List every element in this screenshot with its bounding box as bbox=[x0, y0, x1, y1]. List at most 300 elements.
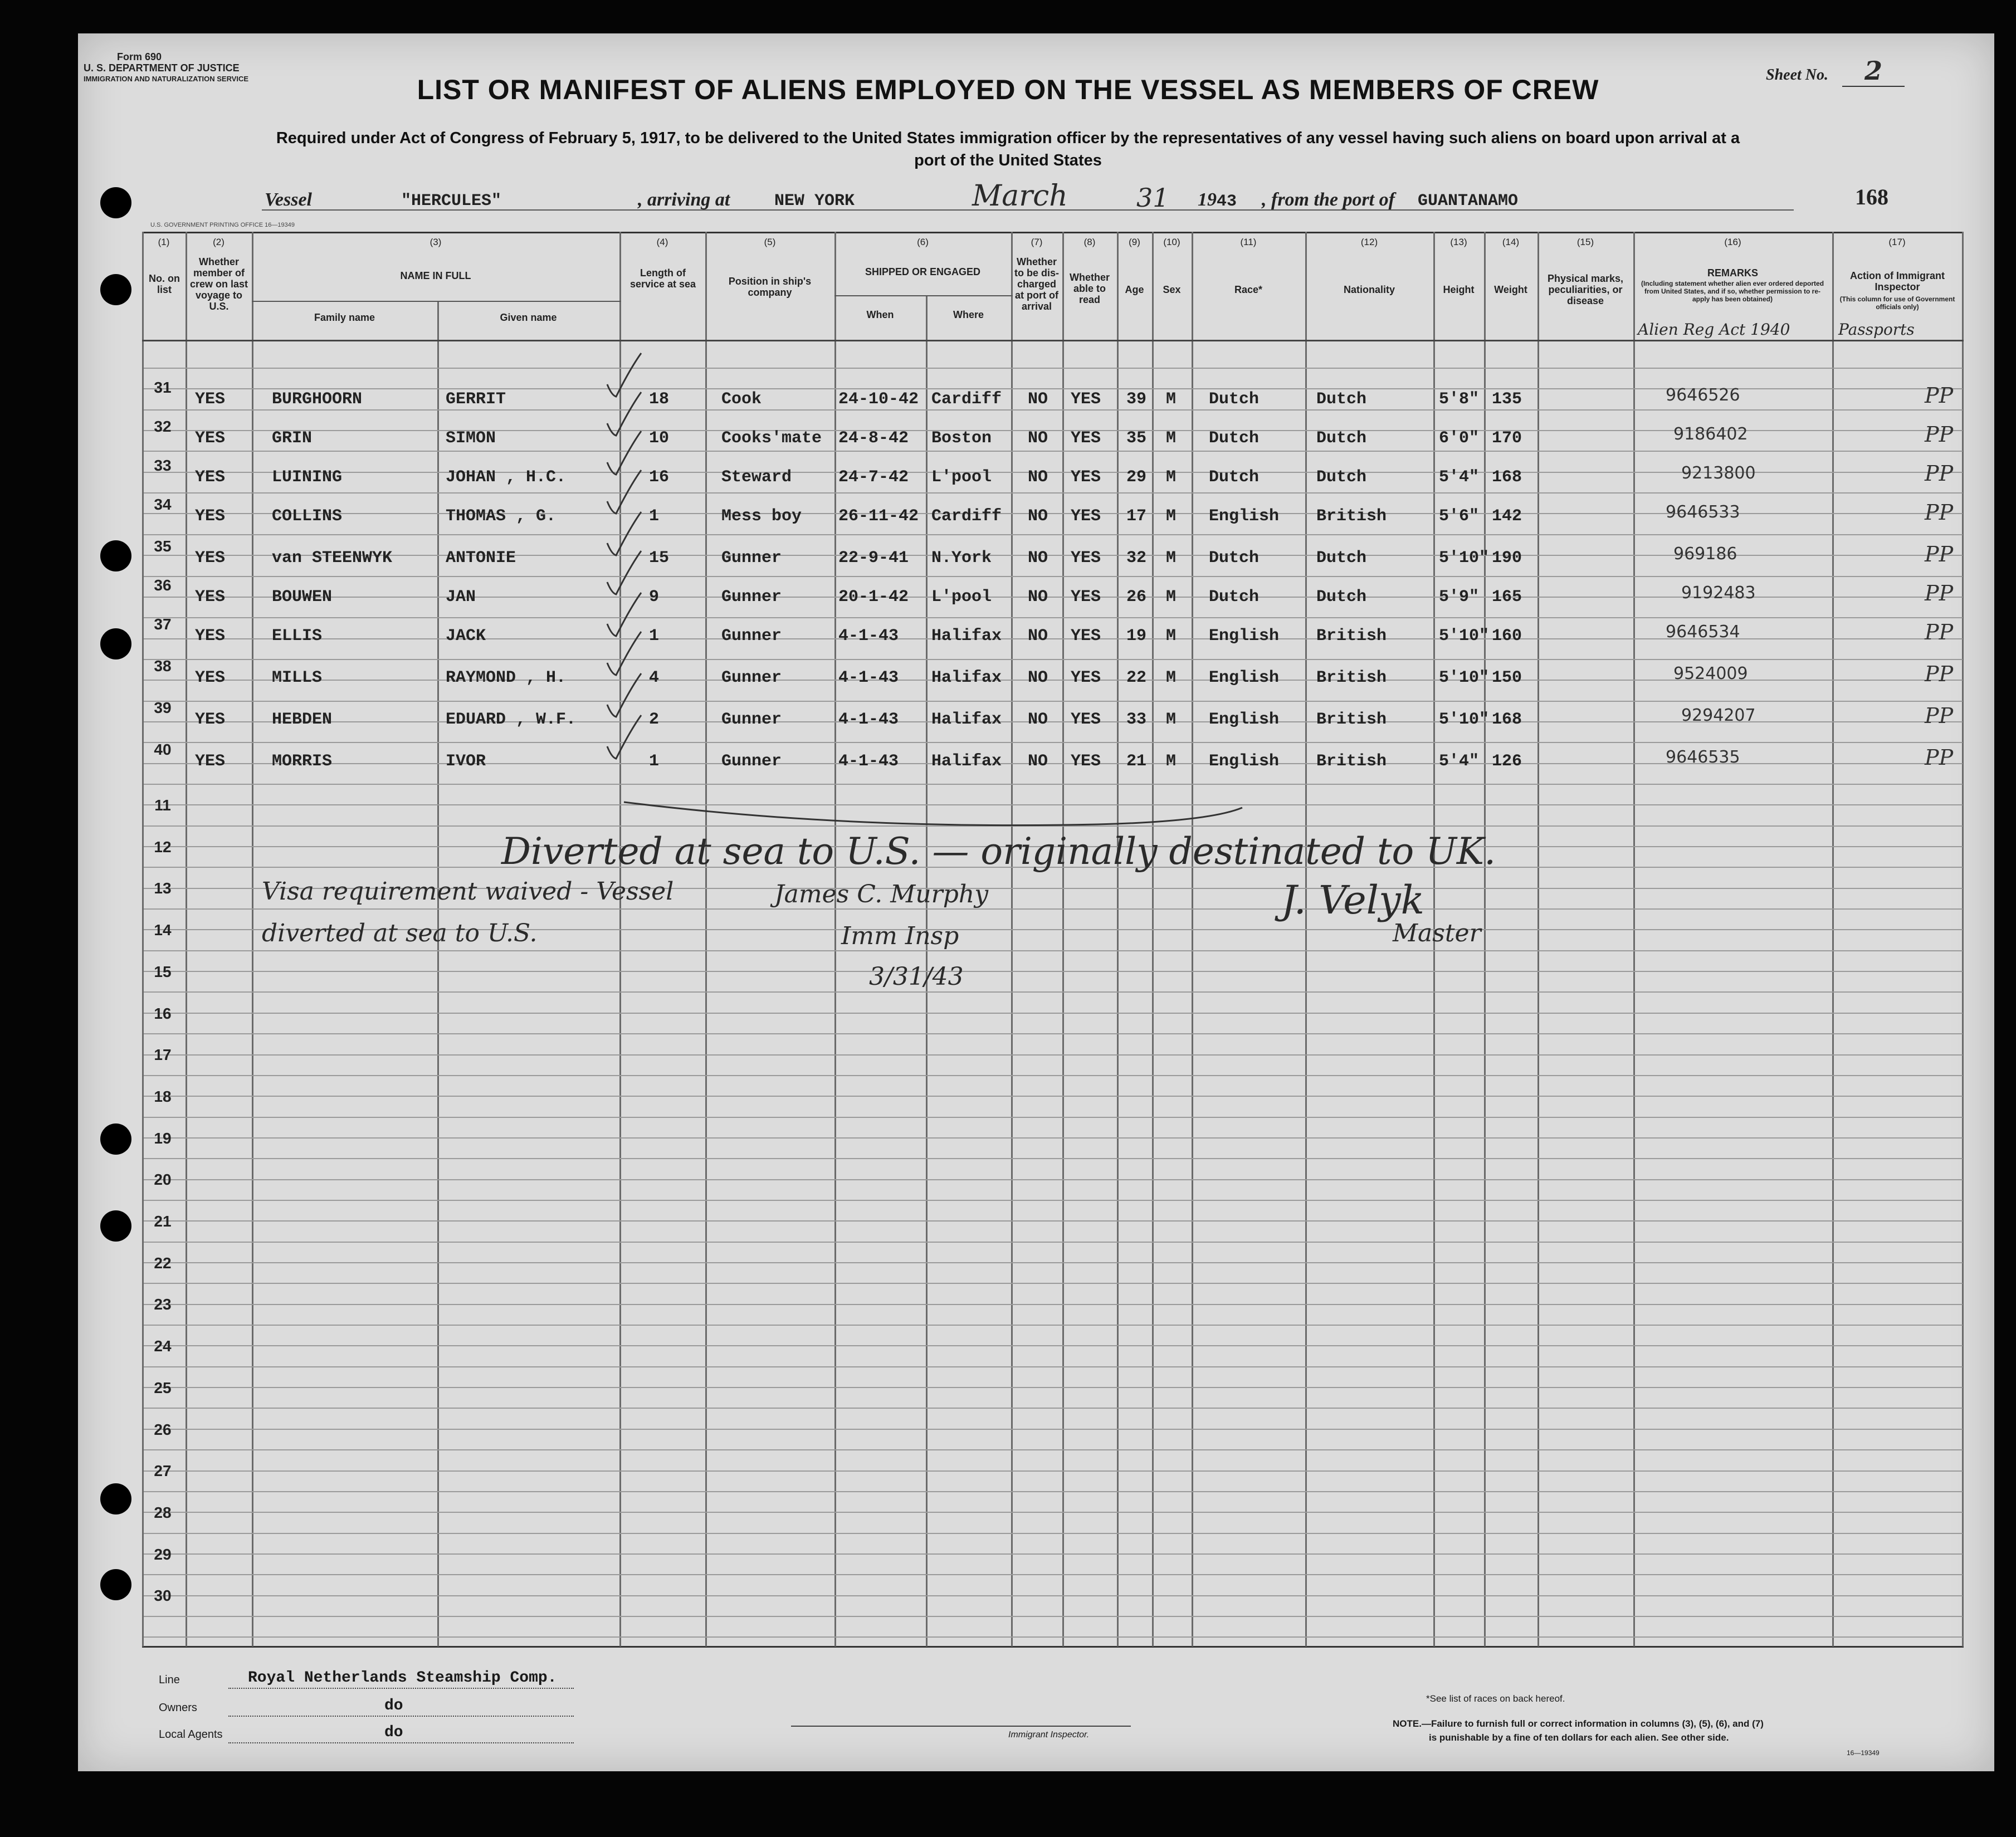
cell-remark-handwritten: 9213800 bbox=[1681, 463, 1756, 483]
header-height: Height bbox=[1443, 284, 1475, 295]
bracket-mark bbox=[624, 802, 1242, 825]
cell-shipped-where: Boston bbox=[931, 429, 992, 448]
ruled-line bbox=[144, 1054, 1963, 1056]
empty-row-number: 22 bbox=[154, 1254, 172, 1272]
ruled-line bbox=[144, 1158, 1963, 1159]
cell-nationality: British bbox=[1316, 710, 1387, 729]
column-rule bbox=[142, 232, 144, 1647]
ruled-line bbox=[144, 1616, 1963, 1617]
header-when: When bbox=[866, 309, 894, 320]
cell-family-name: MILLS bbox=[272, 668, 323, 687]
ruled-line bbox=[144, 1033, 1963, 1034]
col-number: (12) bbox=[1360, 237, 1378, 247]
col-number: (11) bbox=[1240, 237, 1257, 247]
ruled-line bbox=[144, 1304, 1963, 1305]
cell-given-name: THOMAS , G. bbox=[446, 507, 557, 526]
cell-given-name: EDUARD , W.F. bbox=[446, 710, 577, 729]
cell-nationality: Dutch bbox=[1316, 390, 1367, 409]
cell-discharged: NO bbox=[1028, 752, 1048, 771]
cell-height: 5'10" bbox=[1439, 668, 1490, 687]
cell-able-to-read: YES bbox=[1071, 507, 1101, 526]
header-nationality: Nationality bbox=[1343, 284, 1395, 295]
ruled-line bbox=[144, 971, 1963, 972]
ruled-line bbox=[144, 1429, 1963, 1430]
column-rule bbox=[1962, 232, 1964, 1647]
inspector-date: 3/31/43 bbox=[869, 963, 964, 991]
cell-race: English bbox=[1209, 752, 1280, 771]
empty-row-number: 16 bbox=[154, 1005, 172, 1022]
ruled-line bbox=[144, 1366, 1963, 1367]
col-number: (9) bbox=[1129, 237, 1140, 247]
cell-service-length: 1 bbox=[649, 752, 660, 771]
cell-remark-handwritten: 9646526 bbox=[1666, 385, 1740, 405]
shipped-sub-rule bbox=[834, 295, 1013, 296]
cell-weight: 126 bbox=[1492, 752, 1522, 771]
year-prefix: 19 bbox=[1198, 189, 1217, 210]
cell-discharged: NO bbox=[1028, 588, 1048, 607]
cell-prev-voyage: YES bbox=[195, 549, 226, 568]
penalty-note-line-1: NOTE.—Failure to furnish full or correct information in columns (3), (5), (6), and (7) bbox=[1393, 1718, 1764, 1729]
cell-prev-voyage: YES bbox=[195, 468, 226, 487]
cell-nationality: Dutch bbox=[1316, 549, 1367, 568]
col-number: (10) bbox=[1163, 237, 1180, 247]
cell-shipped-when: 22-9-41 bbox=[838, 549, 909, 568]
cell-inspector-action: PP bbox=[1925, 500, 1954, 525]
line-underline bbox=[228, 1688, 574, 1689]
cell-able-to-read: YES bbox=[1071, 710, 1101, 729]
cell-nationality: Dutch bbox=[1316, 429, 1367, 448]
cell-nationality: British bbox=[1316, 627, 1387, 646]
empty-row-number: 26 bbox=[154, 1421, 172, 1438]
empty-row-number: 19 bbox=[154, 1130, 172, 1147]
cell-age: 39 bbox=[1126, 390, 1147, 409]
cell-inspector-action: PP bbox=[1925, 662, 1954, 686]
ruled-line bbox=[144, 1325, 1963, 1326]
cell-shipped-where: Halifax bbox=[931, 752, 1002, 771]
ruled-line bbox=[144, 1408, 1963, 1409]
cell-sex: M bbox=[1166, 468, 1177, 487]
cell-discharged: NO bbox=[1028, 549, 1048, 568]
row-number: 32 bbox=[154, 418, 172, 435]
cell-able-to-read: YES bbox=[1071, 468, 1101, 487]
cell-service-length: 4 bbox=[649, 668, 660, 687]
col-number: (17) bbox=[1888, 237, 1906, 247]
form-number: Form 690 bbox=[117, 51, 162, 62]
sheet-label: Sheet No. bbox=[1766, 66, 1828, 84]
sheet-value: 2 bbox=[1842, 56, 1905, 87]
cell-shipped-where: L'pool bbox=[931, 468, 992, 487]
cell-able-to-read: YES bbox=[1071, 549, 1101, 568]
cell-shipped-when: 24-10-42 bbox=[838, 390, 919, 409]
cell-discharged: NO bbox=[1028, 507, 1048, 526]
cell-prev-voyage: YES bbox=[195, 627, 226, 646]
ruled-line bbox=[144, 1470, 1963, 1472]
cell-race: Dutch bbox=[1209, 429, 1260, 448]
name-sub-rule bbox=[252, 301, 621, 302]
ruled-line bbox=[144, 1137, 1963, 1139]
header-discharged: Whether to be dis-charged at port of arrival bbox=[1014, 256, 1059, 312]
cell-service-length: 1 bbox=[649, 627, 660, 646]
visa-note-line-1: Visa requirement waived - Vessel bbox=[262, 877, 674, 906]
cell-weight: 168 bbox=[1492, 468, 1522, 487]
cell-service-length: 18 bbox=[649, 390, 670, 409]
penalty-note-line-2: is punishable by a fine of ten dollars for each alien. See other side. bbox=[1429, 1732, 1729, 1743]
cell-remark-handwritten: 9294207 bbox=[1681, 706, 1756, 725]
empty-row-number: 23 bbox=[154, 1296, 172, 1313]
ruled-line bbox=[144, 950, 1963, 951]
header-shipped-engaged: SHIPPED OR ENGAGED bbox=[865, 266, 981, 277]
header-action-inspector: Action of Immigrant Inspector bbox=[1850, 270, 1945, 292]
ruled-line bbox=[144, 1096, 1963, 1097]
empty-row-number: 21 bbox=[154, 1213, 172, 1230]
empty-row-number: 13 bbox=[154, 880, 172, 897]
check-marks bbox=[602, 351, 1326, 830]
column-rule bbox=[1537, 232, 1539, 1647]
line-label: Line bbox=[159, 1674, 180, 1686]
cell-race: English bbox=[1209, 627, 1280, 646]
cell-discharged: NO bbox=[1028, 710, 1048, 729]
cell-shipped-where: Halifax bbox=[931, 627, 1002, 646]
cell-discharged: NO bbox=[1028, 390, 1048, 409]
subtitle-line-2: port of the United States bbox=[914, 152, 1102, 169]
cell-race: Dutch bbox=[1209, 588, 1260, 607]
cell-shipped-where: Cardiff bbox=[931, 507, 1002, 526]
empty-row-number: 20 bbox=[154, 1171, 172, 1188]
ruled-line bbox=[144, 991, 1963, 993]
cell-service-length: 10 bbox=[649, 429, 670, 448]
cell-position: Cook bbox=[721, 390, 762, 409]
punch-hole bbox=[100, 628, 131, 659]
cell-position: Steward bbox=[721, 468, 792, 487]
cell-discharged: NO bbox=[1028, 668, 1048, 687]
ruled-line bbox=[144, 1220, 1963, 1222]
master-title: Master bbox=[1393, 919, 1481, 947]
cell-position: Gunner bbox=[721, 627, 782, 646]
empty-row-number: 25 bbox=[154, 1379, 172, 1396]
empty-row-number: 12 bbox=[154, 838, 172, 856]
col-number: (13) bbox=[1450, 237, 1467, 247]
cell-remark-handwritten: 9646535 bbox=[1666, 747, 1740, 767]
ruled-line bbox=[144, 1075, 1963, 1076]
cell-shipped-when: 4-1-43 bbox=[838, 668, 899, 687]
row-number: 39 bbox=[154, 699, 172, 716]
cell-shipped-where: L'pool bbox=[931, 588, 992, 607]
ruled-line bbox=[144, 1533, 1963, 1534]
owners-underline bbox=[228, 1716, 574, 1717]
cell-service-length: 16 bbox=[649, 468, 670, 487]
cell-inspector-action: PP bbox=[1925, 422, 1954, 447]
empty-row-number: 30 bbox=[154, 1587, 172, 1604]
cell-family-name: LUINING bbox=[272, 468, 343, 487]
cell-family-name: MORRIS bbox=[272, 752, 333, 771]
empty-row-number: 18 bbox=[154, 1088, 172, 1105]
inspector-signature-line bbox=[791, 1726, 1131, 1727]
row-number: 33 bbox=[154, 457, 172, 474]
vessel-label: Vessel bbox=[265, 189, 312, 210]
cell-sex: M bbox=[1166, 627, 1177, 646]
cell-shipped-when: 24-8-42 bbox=[838, 429, 909, 448]
cell-given-name: GERRIT bbox=[446, 390, 506, 409]
cell-height: 5'10" bbox=[1439, 710, 1490, 729]
header-physical-marks: Physical marks, peculiarities, or disease bbox=[1547, 273, 1624, 306]
cell-height: 6'0" bbox=[1439, 429, 1480, 448]
header-length-of-service: Length of service at sea bbox=[629, 267, 696, 290]
header-race: Race* bbox=[1234, 284, 1263, 295]
ruled-line bbox=[144, 1595, 1963, 1596]
cell-able-to-read: YES bbox=[1071, 668, 1101, 687]
cell-prev-voyage: YES bbox=[195, 752, 226, 771]
cell-position: Gunner bbox=[721, 588, 782, 607]
header-where: Where bbox=[953, 309, 984, 320]
col-number: (2) bbox=[213, 237, 224, 247]
cell-inspector-action: PP bbox=[1925, 703, 1954, 728]
arrival-day: 31 bbox=[1136, 183, 1169, 213]
arrival-year bbox=[1198, 189, 1237, 211]
cell-height: 5'4" bbox=[1439, 468, 1480, 487]
ruled-line bbox=[144, 1345, 1963, 1346]
cell-position: Gunner bbox=[721, 752, 782, 771]
cell-inspector-action: PP bbox=[1925, 461, 1954, 486]
cell-given-name: JACK bbox=[446, 627, 486, 646]
cell-discharged: NO bbox=[1028, 468, 1048, 487]
header-weight: Weight bbox=[1494, 284, 1527, 295]
ruled-line bbox=[144, 1636, 1963, 1638]
cell-race: Dutch bbox=[1209, 549, 1260, 568]
column-rule bbox=[1484, 232, 1486, 1647]
table-top-rule bbox=[142, 232, 1964, 233]
cell-position: Gunner bbox=[721, 710, 782, 729]
row-number: 31 bbox=[154, 379, 172, 396]
diverted-note: Diverted at sea to U.S. — originally destinated to UK. bbox=[501, 830, 1496, 873]
table-bottom-rule bbox=[142, 1646, 1964, 1648]
header-sex: Sex bbox=[1163, 284, 1181, 295]
header-age: Age bbox=[1125, 284, 1144, 295]
cell-age: 32 bbox=[1126, 549, 1147, 568]
header-previous-voyage: Whether member of crew on last voyage to U.S. bbox=[189, 256, 248, 312]
ruled-line bbox=[144, 1179, 1963, 1180]
punch-hole bbox=[100, 274, 131, 305]
col-number: (7) bbox=[1031, 237, 1043, 247]
cell-age: 17 bbox=[1126, 507, 1147, 526]
cell-sex: M bbox=[1166, 752, 1177, 771]
owners-value: do bbox=[384, 1697, 403, 1714]
cell-able-to-read: YES bbox=[1071, 429, 1101, 448]
ruled-line bbox=[144, 1262, 1963, 1263]
header-able-to-read: Whether able to read bbox=[1070, 272, 1110, 305]
header-name-in-full: NAME IN FULL bbox=[400, 270, 471, 281]
cell-nationality: Dutch bbox=[1316, 588, 1367, 607]
column-rule bbox=[1633, 232, 1635, 1647]
punch-hole bbox=[100, 540, 131, 571]
cell-shipped-when: 24-7-42 bbox=[838, 468, 909, 487]
cell-nationality: British bbox=[1316, 668, 1387, 687]
department-name: U. S. DEPARTMENT OF JUSTICE bbox=[84, 62, 240, 74]
arriving-label: , arriving at bbox=[638, 189, 730, 210]
cell-shipped-where: Halifax bbox=[931, 710, 1002, 729]
punch-hole bbox=[100, 1569, 131, 1600]
cell-family-name: COLLINS bbox=[272, 507, 343, 526]
agents-value: do bbox=[384, 1724, 403, 1741]
cell-inspector-action: PP bbox=[1925, 581, 1954, 605]
cell-inspector-action: PP bbox=[1925, 542, 1954, 566]
cell-given-name: JOHAN , H.C. bbox=[446, 468, 567, 487]
cell-given-name: JAN bbox=[446, 588, 476, 607]
col-number: (5) bbox=[764, 237, 776, 247]
header-action-note: (This column for use of Government officials only) bbox=[1839, 295, 1955, 311]
cell-remark-handwritten: 9646533 bbox=[1666, 502, 1740, 522]
cell-inspector-action: PP bbox=[1925, 745, 1954, 770]
row-number: 38 bbox=[154, 657, 172, 675]
cell-prev-voyage: YES bbox=[195, 429, 226, 448]
from-label: , from the port of bbox=[1262, 189, 1395, 210]
cell-weight: 190 bbox=[1492, 549, 1522, 568]
empty-row-number: 15 bbox=[154, 963, 172, 980]
year-suffix: 43 bbox=[1217, 192, 1237, 211]
row-number: 37 bbox=[154, 615, 172, 633]
cell-height: 5'9" bbox=[1439, 588, 1480, 607]
cell-shipped-when: 26-11-42 bbox=[838, 507, 919, 526]
header-position: Position in ship's company bbox=[728, 276, 812, 298]
printer-note: U.S. GOVERNMENT PRINTING OFFICE 16—19349 bbox=[150, 222, 295, 228]
row-number: 35 bbox=[154, 538, 172, 555]
cell-able-to-read: YES bbox=[1071, 390, 1101, 409]
cell-age: 19 bbox=[1126, 627, 1147, 646]
cell-able-to-read: YES bbox=[1071, 588, 1101, 607]
cell-height: 5'10" bbox=[1439, 627, 1490, 646]
cell-shipped-where: N.York bbox=[931, 549, 992, 568]
col-number: (15) bbox=[1576, 237, 1594, 247]
ruled-line bbox=[144, 1553, 1963, 1555]
cell-height: 5'6" bbox=[1439, 507, 1480, 526]
cell-family-name: BURGHOORN bbox=[272, 390, 363, 409]
cell-service-length: 9 bbox=[649, 588, 660, 607]
cell-sex: M bbox=[1166, 390, 1177, 409]
cell-given-name: IVOR bbox=[446, 752, 486, 771]
cell-prev-voyage: YES bbox=[195, 507, 226, 526]
punch-hole bbox=[100, 1483, 131, 1514]
punch-hole bbox=[100, 1210, 131, 1242]
cell-shipped-when: 4-1-43 bbox=[838, 710, 899, 729]
inspector-label: Immigrant Inspector. bbox=[1008, 1730, 1090, 1740]
cell-weight: 170 bbox=[1492, 429, 1522, 448]
cell-remark-handwritten: 9524009 bbox=[1673, 664, 1748, 683]
empty-row-number: 11 bbox=[154, 797, 171, 814]
cell-height: 5'8" bbox=[1439, 390, 1480, 409]
inspector-title: Imm Insp bbox=[841, 922, 959, 950]
empty-row-number: 14 bbox=[154, 921, 172, 939]
punch-hole bbox=[100, 1123, 131, 1155]
cell-race: English bbox=[1209, 507, 1280, 526]
cell-nationality: British bbox=[1316, 752, 1387, 771]
col-number: (4) bbox=[656, 237, 668, 247]
cell-weight: 135 bbox=[1492, 390, 1522, 409]
cell-sex: M bbox=[1166, 507, 1177, 526]
cell-remark-handwritten: 9646534 bbox=[1666, 622, 1740, 642]
cell-family-name: GRIN bbox=[272, 429, 313, 448]
header-bottom-rule bbox=[142, 340, 1964, 341]
ruled-line bbox=[144, 1013, 1963, 1014]
cell-age: 33 bbox=[1126, 710, 1147, 729]
cell-sex: M bbox=[1166, 710, 1177, 729]
from-port: GUANTANAMO bbox=[1418, 192, 1519, 211]
ruled-line bbox=[144, 1512, 1963, 1513]
cell-service-length: 15 bbox=[649, 549, 670, 568]
form-code: 16—19349 bbox=[1847, 1749, 1880, 1757]
header-family-name: Family name bbox=[314, 312, 375, 323]
cell-sex: M bbox=[1166, 549, 1177, 568]
cell-prev-voyage: YES bbox=[195, 390, 226, 409]
col-number: (8) bbox=[1083, 237, 1096, 247]
cell-able-to-read: YES bbox=[1071, 752, 1101, 771]
cell-service-length: 1 bbox=[649, 507, 660, 526]
cell-race: Dutch bbox=[1209, 390, 1260, 409]
cell-shipped-when: 20-1-42 bbox=[838, 588, 909, 607]
ruled-line bbox=[144, 1200, 1963, 1201]
owners-label: Owners bbox=[159, 1702, 197, 1714]
ruled-line bbox=[144, 1242, 1963, 1243]
service-name: IMMIGRATION AND NATURALIZATION SERVICE bbox=[84, 75, 249, 83]
cell-race: Dutch bbox=[1209, 468, 1260, 487]
agents-underline bbox=[228, 1742, 574, 1743]
cell-shipped-where: Cardiff bbox=[931, 390, 1002, 409]
ruled-line bbox=[144, 1574, 1963, 1575]
cell-position: Cooks'mate bbox=[721, 429, 822, 448]
column-rule bbox=[252, 232, 253, 1647]
cell-position: Mess boy bbox=[721, 507, 802, 526]
arrival-month: March bbox=[972, 179, 1068, 213]
cell-inspector-action: PP bbox=[1925, 620, 1954, 644]
ruled-line bbox=[144, 1283, 1963, 1284]
cell-family-name: BOUWEN bbox=[272, 588, 333, 607]
cell-weight: 142 bbox=[1492, 507, 1522, 526]
cell-age: 21 bbox=[1126, 752, 1147, 771]
cell-service-length: 2 bbox=[649, 710, 660, 729]
cell-given-name: RAYMOND , H. bbox=[446, 668, 567, 687]
cell-inspector-action: PP bbox=[1925, 383, 1954, 408]
cell-nationality: Dutch bbox=[1316, 468, 1367, 487]
cell-weight: 150 bbox=[1492, 668, 1522, 687]
cell-weight: 160 bbox=[1492, 627, 1522, 646]
cell-race: English bbox=[1209, 668, 1280, 687]
subtitle-line-1: Required under Act of Congress of February 5, 1917, to be delivered to the United States immigration officer by the representatives of any vessel having such aliens on board upon arrival at a bbox=[276, 129, 1740, 147]
arriving-port: NEW YORK bbox=[774, 192, 855, 211]
cell-age: 35 bbox=[1126, 429, 1147, 448]
ruled-line bbox=[144, 1491, 1963, 1492]
ruled-line bbox=[144, 908, 1963, 910]
cell-prev-voyage: YES bbox=[195, 668, 226, 687]
punch-hole bbox=[100, 187, 131, 218]
header-given-name: Given name bbox=[500, 312, 557, 323]
cell-remark-handwritten: 9186402 bbox=[1673, 424, 1748, 444]
cell-position: Gunner bbox=[721, 668, 782, 687]
cell-prev-voyage: YES bbox=[195, 588, 226, 607]
row-number: 34 bbox=[154, 496, 172, 513]
cell-remark-handwritten: 9192483 bbox=[1681, 583, 1756, 603]
column-rule bbox=[186, 232, 187, 1647]
header-remarks-note: (Including statement whether alien ever ordered deported from United States, and if so, whether permission to re-apply has been obtained) bbox=[1641, 280, 1824, 303]
cell-family-name: van STEENWYK bbox=[272, 549, 393, 568]
cell-sex: M bbox=[1166, 588, 1177, 607]
empty-row-number: 29 bbox=[154, 1546, 172, 1563]
ruled-line bbox=[144, 1387, 1963, 1388]
ruled-line bbox=[144, 1449, 1963, 1450]
empty-row-number: 24 bbox=[154, 1337, 172, 1355]
cell-height: 5'4" bbox=[1439, 752, 1480, 771]
column-rule bbox=[1832, 232, 1834, 1647]
cell-age: 22 bbox=[1126, 668, 1147, 687]
cell-position: Gunner bbox=[721, 549, 782, 568]
cell-weight: 165 bbox=[1492, 588, 1522, 607]
